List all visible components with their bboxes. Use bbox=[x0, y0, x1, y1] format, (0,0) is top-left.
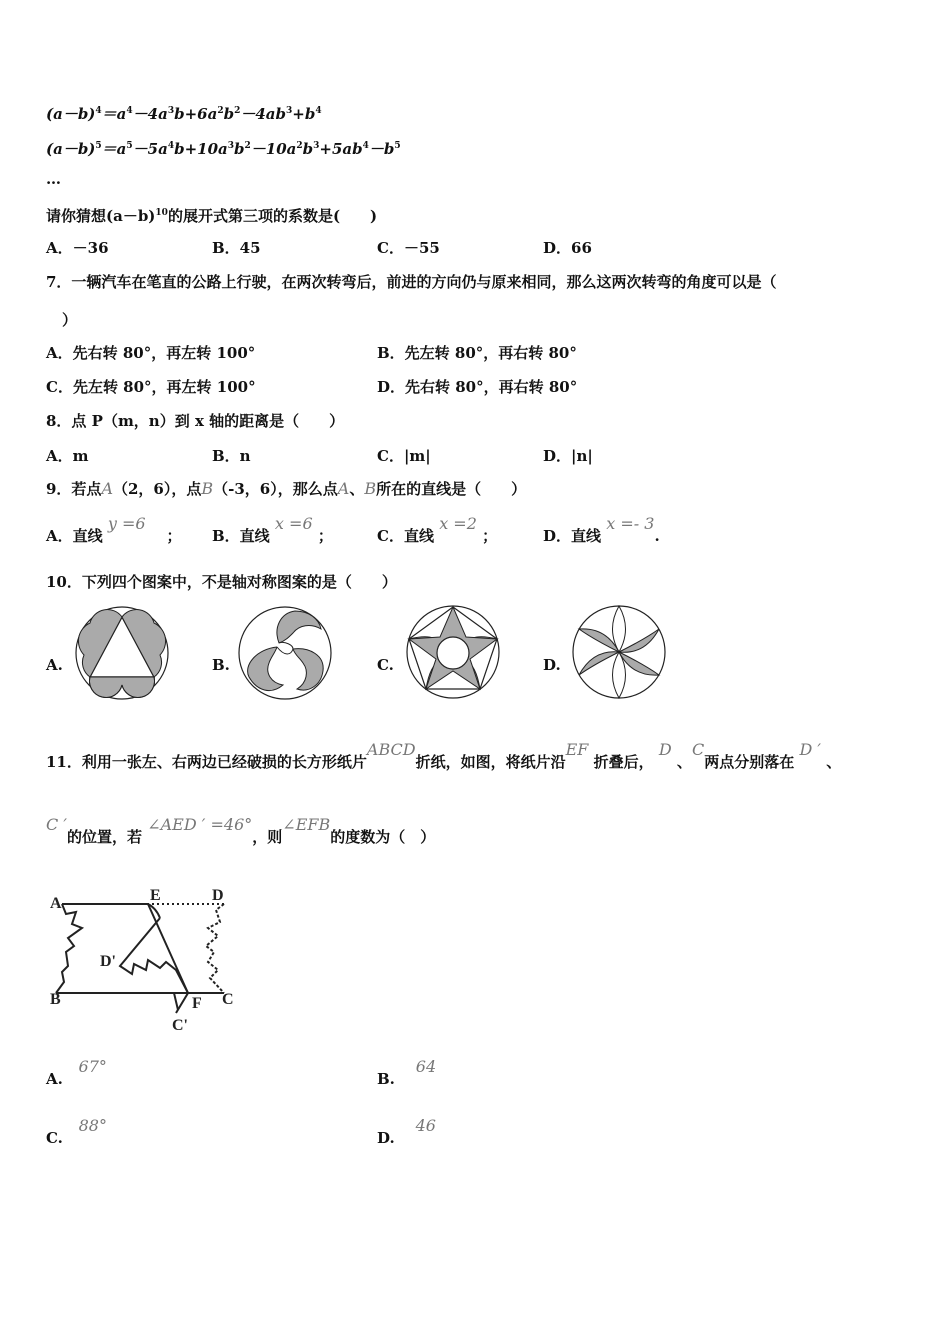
q6-option-c[interactable]: C．－55 bbox=[377, 239, 440, 257]
q11-option-c[interactable]: C. 88° bbox=[46, 1116, 107, 1147]
fig-label-a: A bbox=[50, 895, 62, 912]
q6-ellipsis: … bbox=[46, 170, 61, 188]
q11-option-d[interactable]: D. 46 bbox=[377, 1116, 436, 1147]
q11-option-a[interactable]: A. 67° bbox=[46, 1057, 107, 1088]
q11-folded-paper-figure bbox=[48, 878, 248, 1038]
q7-option-a[interactable]: A．先右转 80°，再左转 100° bbox=[46, 344, 256, 362]
q11-stem-line-1: 11．利用一张左、右两边已经破损的长方形纸片ABCD折纸，如图，将纸片沿EF 折叠后， D 、C两点分别落在 D ′ 、 bbox=[46, 740, 842, 771]
q7-option-c[interactable]: C．先左转 80°，再左转 100° bbox=[46, 378, 256, 396]
q10-option-b-label[interactable]: B. bbox=[212, 656, 230, 674]
q9-option-d[interactable]: D．直线 x =- 3. bbox=[543, 514, 660, 545]
q9-option-c[interactable]: C．直线 x =2 ； bbox=[377, 514, 498, 545]
fig-label-f: F bbox=[192, 995, 202, 1012]
q6-option-d[interactable]: D．66 bbox=[543, 239, 592, 257]
q10-stem: 10．下列四个图案中，不是轴对称图案的是（ ） bbox=[46, 573, 397, 591]
q7-option-d[interactable]: D．先右转 80°，再右转 80° bbox=[377, 378, 578, 396]
q8-option-b[interactable]: B．n bbox=[212, 447, 251, 465]
q7-stem: 7．一辆汽车在笔直的公路上行驶，在两次转弯后，前进的方向仍与原来相同，那么这两次转弯的角度可以是（ bbox=[46, 273, 777, 291]
q8-option-d[interactable]: D．|n| bbox=[543, 447, 593, 465]
q7-stem-end: ） bbox=[62, 311, 78, 329]
q10-figure-a[interactable] bbox=[74, 605, 170, 701]
q10-option-d-label[interactable]: D. bbox=[543, 656, 561, 674]
q9-option-a[interactable]: A．直线 y =6 ； bbox=[46, 514, 182, 545]
q9-stem: 9．若点A（2，6），点B（-3，6），那么点A、B所在的直线是（ ） bbox=[46, 479, 527, 498]
q6-line-4: $(a-b)^4=a^4-4a^3b+6a^2b^2-4ab^3+b^4$ bbox=[46, 105, 322, 123]
q8-stem: 8．点 P（m，n）到 x 轴的距离是（ ） bbox=[46, 412, 345, 430]
q8-option-a[interactable]: A．m bbox=[46, 447, 89, 465]
q11-stem-line-2: C ′的位置，若 ∠AED ′ =46°，则∠EFB的度数为（ ） bbox=[46, 815, 436, 846]
q7-option-b[interactable]: B．先左转 80°，再右转 80° bbox=[377, 344, 577, 362]
q11-option-b[interactable]: B. 64 bbox=[377, 1057, 437, 1088]
fig-label-dprime: D' bbox=[100, 953, 116, 970]
fig-label-c: C bbox=[222, 991, 234, 1008]
q10-figure-d[interactable] bbox=[570, 603, 668, 701]
q8-option-c[interactable]: C．|m| bbox=[377, 447, 431, 465]
q9-option-b[interactable]: B．直线 x =6 ； bbox=[212, 514, 333, 545]
q10-figure-b[interactable] bbox=[237, 605, 333, 701]
q6-option-a[interactable]: A．－36 bbox=[46, 239, 109, 257]
fig-label-d: D bbox=[212, 887, 224, 904]
q6-line-5: $(a-b)^5=a^5-5a^4b+10a^3b^2-10a^2b^3+5ab^4-b^5$ bbox=[46, 140, 401, 158]
q10-figure-c[interactable] bbox=[404, 603, 502, 701]
q6-question: 请你猜想$(a-b)^{10}$的展开式第三项的系数是( ) bbox=[46, 207, 378, 225]
q6-option-b[interactable]: B．45 bbox=[212, 239, 261, 257]
q10-option-c-label[interactable]: C. bbox=[377, 656, 394, 674]
q6-line4-lhs: (a－b) bbox=[46, 105, 96, 123]
fig-label-cprime: C' bbox=[172, 1017, 188, 1034]
q10-option-a-label[interactable]: A. bbox=[46, 656, 63, 674]
fig-label-e: E bbox=[150, 887, 161, 904]
fig-label-b: B bbox=[50, 991, 61, 1008]
